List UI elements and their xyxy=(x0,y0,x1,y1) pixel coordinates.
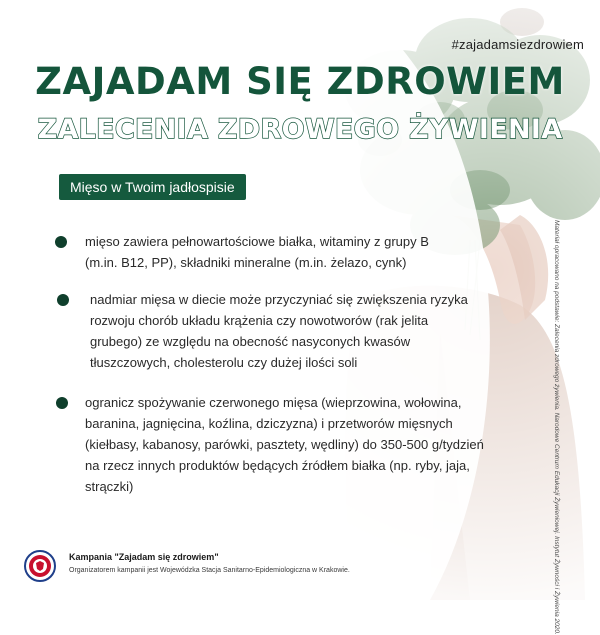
list-item-line: (m.in. B12, PP), składniki mineralne (m.in. żelazo, cynk) xyxy=(85,255,407,270)
list-item xyxy=(90,289,468,373)
list-item-line: (kiełbasy, kabanosy, parówki, pasztety, wędliny) do 350-500 g/tydzień xyxy=(85,437,484,452)
bullet-dot xyxy=(57,294,69,306)
list-item-line: strączki) xyxy=(85,479,134,494)
bullet-dot xyxy=(56,397,68,409)
source-note: Materiał opracowano na podstawie: Zalecenia zdrowego żywienia. Narodowe Centrum Edukacji Żywieniowej. Instytut Żywności i Żywienia 2020. xyxy=(553,220,560,635)
section-label: Mięso w Twoim jadłospisie xyxy=(59,174,246,200)
page-subtitle: ZALECENIA ZDROWEGO ŻYWIENIA xyxy=(37,114,563,145)
list-item-line: baranina, jagnięcina, koźlina, dziczyzna) i przetworów mięsnych xyxy=(85,416,453,431)
list-item-line: ogranicz spożywanie czerwonego mięsa (wieprzowina, wołowina, xyxy=(85,395,462,410)
sanepid-emblem-icon xyxy=(24,550,56,582)
list-item xyxy=(85,392,484,497)
bullet-dot xyxy=(55,236,67,248)
page-title: ZAJADAM SIĘ ZDROWIEM xyxy=(35,60,565,103)
list-item xyxy=(85,231,429,273)
list-item-line: mięso zawiera pełnowartościowe białka, witaminy z grupy B xyxy=(85,234,429,249)
hashtag: #zajadamsiezdrowiem xyxy=(451,37,584,52)
footer-title: Kampania "Zajadam się zdrowiem" xyxy=(69,552,219,562)
list-item-line: na rzecz innych produktów będących źródłem białka (np. ryby, jaja, xyxy=(85,458,470,473)
list-item-line: rozwoju chorób układu krążenia czy nowotworów (rak jelita xyxy=(90,313,429,328)
footer-subtitle: Organizatorem kampanii jest Wojewódzka Stacja Sanitarno-Epidemiologiczna w Krakowie. xyxy=(69,567,350,574)
list-item-line: nadmiar mięsa w diecie może przyczyniać się zwiększenia ryzyka xyxy=(90,292,468,307)
list-item-line: tłuszczowych, cholesterolu czy dużej ilości soli xyxy=(90,355,358,370)
list-item-line: grubego) ze względu na obecność nasyconych kwasów xyxy=(90,334,411,349)
